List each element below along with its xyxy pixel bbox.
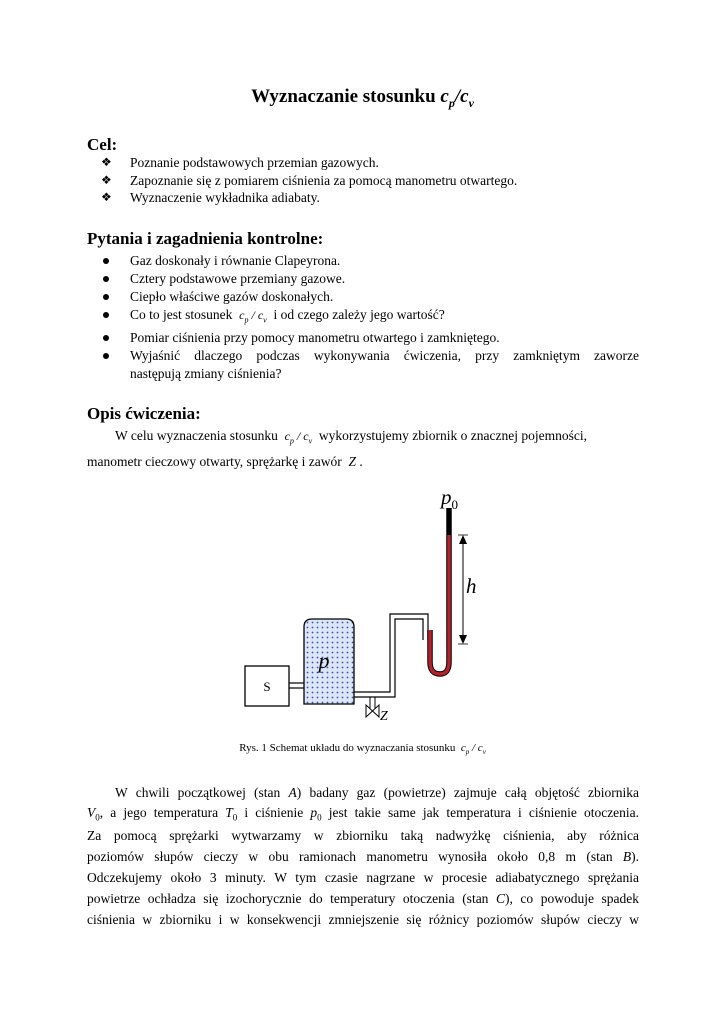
manometer-liquid	[430, 535, 449, 674]
body-line: poziomów słupów cieczy w obu ramionach manometru wynosiła około 0,8 m (stan B).	[87, 849, 640, 864]
figure-caption: Rys. 1 Schemat układu do wyznaczania stosunku $c_p / c_v$	[239, 742, 486, 757]
height-label: h	[466, 574, 477, 598]
description-line: manometr cieczowy otwarty, sprężarkę i zawór Z .	[87, 454, 363, 469]
body-line: W chwili początkowej (stan A) badany gaz (powietrze) zajmuje całą objętość zbiornika	[115, 785, 640, 800]
apparatus-diagram	[230, 480, 500, 730]
goal-item: ❖ Zapoznanie się z pomiarem ciśnienia za pomocą manometru otwartego.	[101, 173, 518, 188]
question-item: Pomiar ciśnienia przy pomocy manometru otwartego i zamkniętego.	[130, 330, 500, 346]
question-item: Co to jest stosunek $c_p / c_v$ i od czego zależy jego wartość?	[130, 307, 445, 324]
ambient-pressure-label: $p_0$	[441, 485, 458, 512]
description-line: W celu wyznaczenia stosunku $c_p / c_v$ wykorzystujemy zbiornik o znacznej pojemności,	[115, 428, 587, 446]
goal-item: ❖ Wyznaczenie wykładnika adiabaty.	[101, 190, 320, 205]
body-line: Odczekujemy około 3 minuty. W tym czasie nagrzane w procesie adiabatycznego sprężania	[87, 870, 639, 885]
question-item: Ciepło właściwe gazów doskonałych.	[130, 289, 333, 305]
question-item: Cztery podstawowe przemiany gazowe.	[130, 271, 345, 287]
manometer-tube	[430, 508, 449, 674]
body-line: powietrze ochładza się izochorycznie do temperatury otoczenia (stan C), co powoduje spadek	[87, 891, 640, 906]
questions-heading: Pytania i zagadnienia kontrolne:	[87, 229, 324, 248]
question-item: Wyjaśnić dlaczego podczas wykonywania ćwiczenia, przy zamkniętym zaworze	[130, 348, 639, 364]
body-line: $V_0$, a jego temperatura $T_0$ i ciśnienie $p_0$ jest takie same jak temperatura i ciśnienie otoczenia.	[87, 805, 640, 823]
compressor-label: S	[263, 679, 271, 694]
question-item-continuation: następują zmiany ciśnienia?	[130, 366, 282, 381]
page-title: Wyznaczanie stosunku $c_p/c_v$	[251, 86, 474, 110]
body-line: Za pomocą sprężarki wytwarzamy w zbiorniku taką nadwyżkę ciśnienia, aby różnica	[87, 828, 639, 843]
description-heading: Opis ćwiczenia:	[87, 404, 201, 423]
goal-item: ❖ Poznanie podstawowych przemian gazowych.	[101, 155, 379, 170]
question-item: Gaz doskonały i równanie Clapeyrona.	[130, 253, 340, 269]
valve	[366, 705, 379, 717]
valve-label: Z	[380, 709, 388, 724]
body-line: ciśnienia w zbiorniku i w konsekwencji zmniejszenie się różnicy poziomów słupów cieczy w	[87, 912, 639, 927]
goal-heading: Cel:	[87, 135, 118, 154]
tank-pressure-label: p	[318, 648, 330, 673]
